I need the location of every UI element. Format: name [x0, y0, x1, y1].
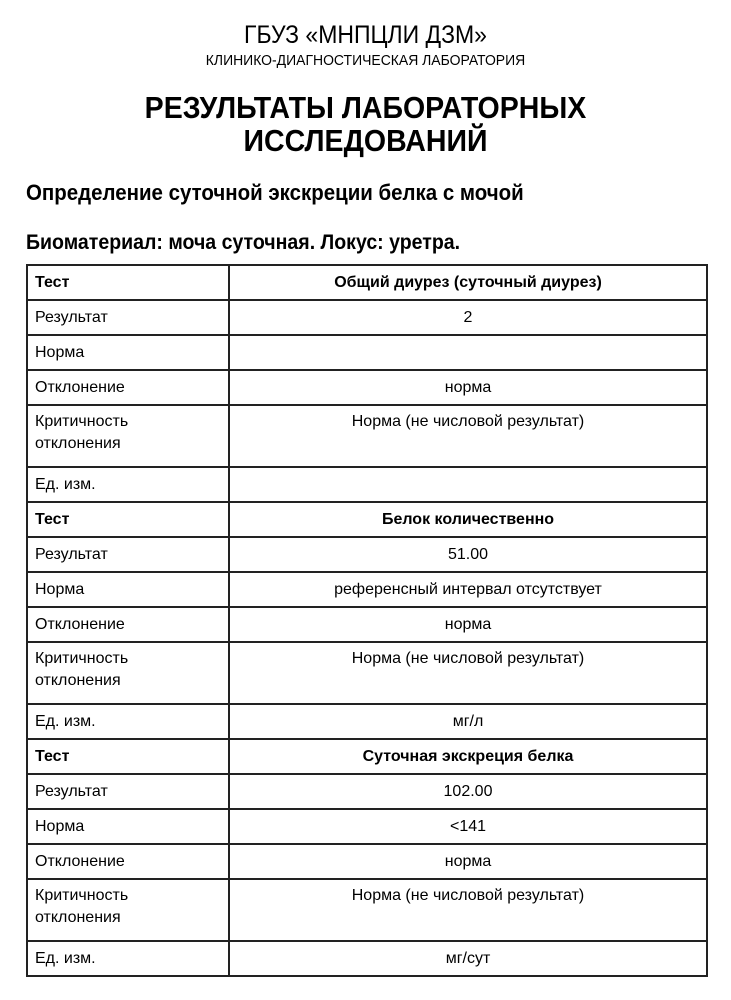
organization-name: ГБУЗ «МНПЦЛИ ДЗМ» [244, 21, 487, 49]
test-label: Тест [27, 739, 229, 774]
criticality-row [27, 879, 707, 941]
laboratory-name: КЛИНИКО-ДИАГНОСТИЧЕСКАЯ ЛАБОРАТОРИЯ [205, 52, 526, 69]
result-label: Результат [27, 537, 229, 572]
test-header-row [27, 502, 707, 537]
criticality-label: Критичность отклонения [27, 405, 229, 467]
document-title-line-2: ИССЛЕДОВАНИЙ [243, 123, 488, 158]
deviation-row [27, 844, 707, 879]
document-title-line-1: РЕЗУЛЬТАТЫ ЛАБОРАТОРНЫХ [144, 90, 587, 125]
result-row [27, 300, 707, 335]
test-name: Белок количественно [229, 502, 707, 537]
deviation-row [27, 607, 707, 642]
result-value: 2 [229, 300, 707, 335]
test-label: Тест [27, 265, 229, 300]
norm-value: <141 [229, 809, 707, 844]
test-label: Тест [27, 502, 229, 537]
deviation-label: Отклонение [27, 370, 229, 405]
deviation-row [27, 370, 707, 405]
norm-label: Норма [27, 572, 229, 607]
result-label: Результат [27, 774, 229, 809]
biomaterial-info: Биоматериал: моча суточная. Локус: уретра. [26, 231, 461, 254]
deviation-label: Отклонение [27, 607, 229, 642]
criticality-row [27, 642, 707, 704]
criticality-label: Критичность отклонения [27, 879, 229, 941]
result-row [27, 774, 707, 809]
norm-row [27, 335, 707, 370]
result-label: Результат [27, 300, 229, 335]
document-title [29, 91, 702, 157]
test-header-row [27, 739, 707, 774]
result-value: 102.00 [229, 774, 707, 809]
norm-row [27, 809, 707, 844]
section-title: Определение суточной экскреции белка с мочой [26, 180, 524, 205]
results-table [26, 264, 708, 977]
norm-value: референсный интервал отсутствует [229, 572, 707, 607]
unit-label: Ед. изм. [27, 704, 229, 739]
unit-label: Ед. изм. [27, 467, 229, 502]
result-row [27, 537, 707, 572]
unit-value [229, 467, 707, 502]
unit-value: мг/сут [229, 941, 707, 976]
unit-row [27, 941, 707, 976]
norm-value [229, 335, 707, 370]
test-header-row [27, 265, 707, 300]
deviation-value: норма [229, 370, 707, 405]
criticality-label: Критичность отклонения [27, 642, 229, 704]
deviation-label: Отклонение [27, 844, 229, 879]
test-name: Суточная экскреция белка [229, 739, 707, 774]
test-name: Общий диурез (суточный диурез) [229, 265, 707, 300]
unit-row [27, 467, 707, 502]
norm-label: Норма [27, 809, 229, 844]
deviation-value: норма [229, 844, 707, 879]
criticality-value: Норма (не числовой результат) [229, 879, 707, 941]
criticality-value: Норма (не числовой результат) [229, 405, 707, 467]
unit-row [27, 704, 707, 739]
result-value: 51.00 [229, 537, 707, 572]
norm-row [27, 572, 707, 607]
deviation-value: норма [229, 607, 707, 642]
criticality-row [27, 405, 707, 467]
criticality-value: Норма (не числовой результат) [229, 642, 707, 704]
norm-label: Норма [27, 335, 229, 370]
unit-label: Ед. изм. [27, 941, 229, 976]
unit-value: мг/л [229, 704, 707, 739]
